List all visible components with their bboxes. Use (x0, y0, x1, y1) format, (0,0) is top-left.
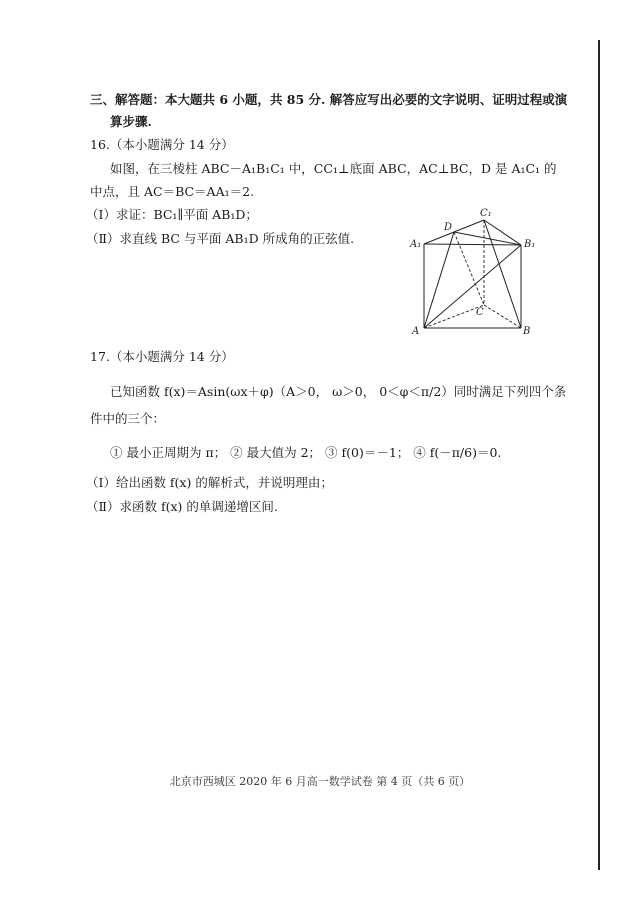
q17-body-line1: 已知函数 f(x)＝Asin(ωx＋φ)（A＞0， ω＞0， 0＜φ＜π/2）同时满足下列四个条 (110, 384, 567, 399)
q16-body-line1: 如图，在三棱柱 ABC－A₁B₁C₁ 中，CC₁⊥底面 ABC，AC⊥BC，D 是 A₁C₁ 的 (110, 161, 557, 176)
label-C: C (476, 307, 484, 318)
page-edge-rule (598, 40, 600, 870)
q16-body-line2: 中点，且 AC＝BC＝AA₁＝2. (90, 184, 255, 199)
q17-body-line2: 件中的三个： (90, 411, 166, 426)
label-B1: B₁ (524, 239, 536, 250)
section-heading-line2: 算步骤. (110, 114, 152, 129)
page-footer: 北京市西城区 2020 年 6 月高一数学试卷 第 4 页（共 6 页） (169, 775, 471, 788)
q16-part1: （Ⅰ）求证：BC₁∥平面 AB₁D； (86, 207, 258, 222)
q17-part1: （Ⅰ）给出函数 f(x) 的解析式，并说明理由； (86, 475, 333, 490)
prism-figure (400, 200, 550, 345)
q16-header: 16.（本小题满分 14 分） (90, 137, 234, 152)
label-D: D (444, 222, 453, 233)
q17-conditions: ① 最小正周期为 π； ② 最大值为 2； ③ f(0)＝－1； ④ f(－π/6)＝0. (110, 445, 502, 460)
q17-part2: （Ⅱ）求函数 f(x) 的单调递增区间. (86, 499, 278, 514)
q16-part2: （Ⅱ）求直线 BC 与平面 AB₁D 所成角的正弦值. (86, 231, 355, 246)
section-heading-line1: 三、解答题：本大题共 6 小题，共 85 分. 解答应写出必要的文字说明、证明过程或演 (90, 92, 568, 107)
label-A1: A₁ (410, 239, 422, 250)
q17-header: 17.（本小题满分 14 分） (90, 349, 234, 364)
label-C1: C₁ (480, 208, 492, 219)
label-A: A (412, 326, 420, 337)
label-B: B (523, 326, 531, 337)
